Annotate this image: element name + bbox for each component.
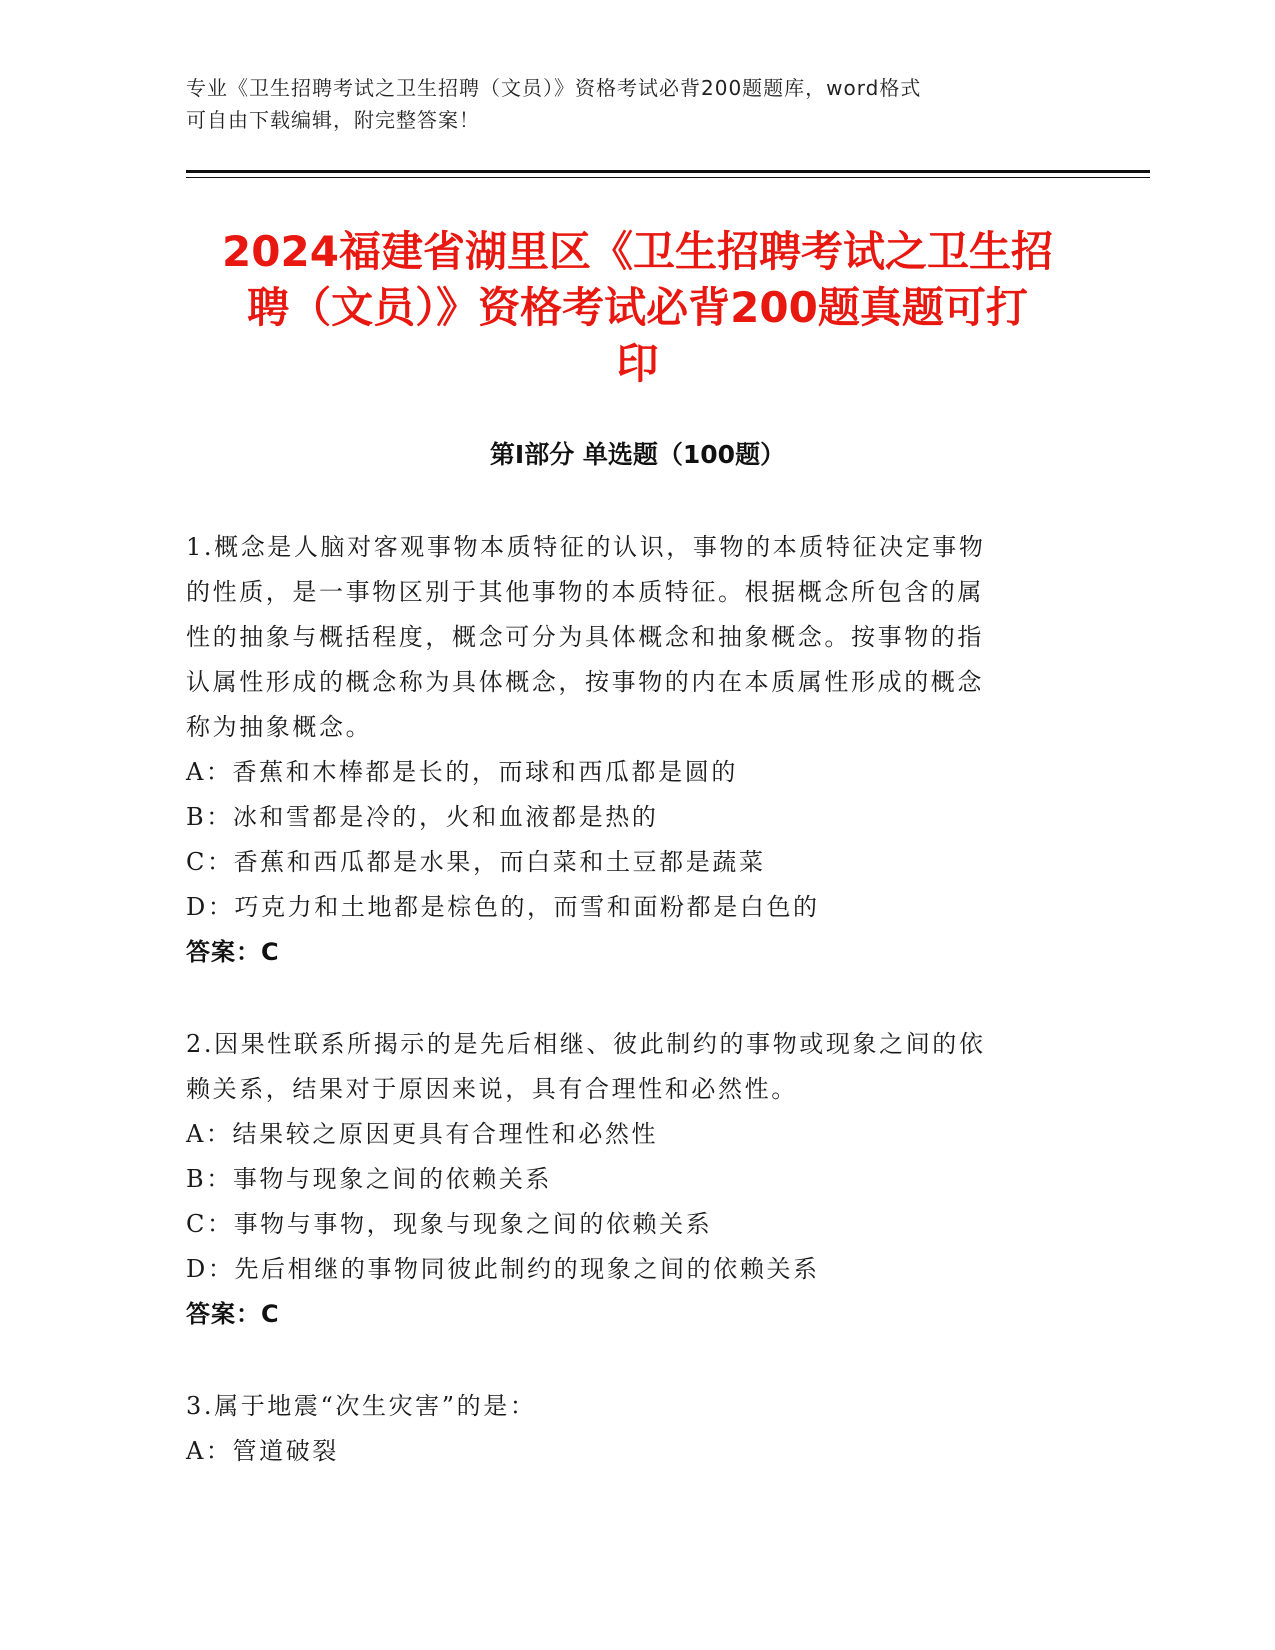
question-stem-line: 3.属于地震“次生灾害”的是： xyxy=(186,1392,537,1420)
question-2 xyxy=(186,1022,1066,1337)
question-stem-line: 称为抽象概念。 xyxy=(186,713,373,741)
question-stem-line: 认属性形成的概念称为具体概念，按事物的内在本质属性形成的概念 xyxy=(186,668,984,696)
option-a: A：管道破裂 xyxy=(186,1437,339,1465)
option-b: B：冰和雪都是冷的，火和血液都是热的 xyxy=(186,803,659,831)
option-c: C：事物与事物，现象与现象之间的依赖关系 xyxy=(186,1210,713,1238)
question-stem-line: 2.因果性联系所揭示的是先后相继、彼此制约的事物或现象之间的依 xyxy=(186,1030,986,1058)
question-stem xyxy=(186,1384,1066,1429)
document-title xyxy=(150,224,1125,392)
question-stem-line: 的性质，是一事物区别于其他事物的本质特征。根据概念所包含的属 xyxy=(186,578,984,606)
option-b: B：事物与现象之间的依赖关系 xyxy=(186,1165,553,1193)
option-d: D：巧克力和土地都是棕色的，而雪和面粉都是白色的 xyxy=(186,893,820,921)
question-stem-line: 1.概念是人脑对客观事物本质特征的认识，事物的本质特征决定事物 xyxy=(186,533,986,561)
question-list xyxy=(186,525,1066,1521)
option-a: A：结果较之原因更具有合理性和必然性 xyxy=(186,1120,659,1148)
answer: 答案：C xyxy=(186,938,280,966)
header-note xyxy=(186,72,1056,136)
option-c: C：香蕉和西瓜都是水果，而白菜和土豆都是蔬菜 xyxy=(186,848,766,876)
question-3 xyxy=(186,1384,1066,1474)
question-1 xyxy=(186,525,1066,975)
question-stem-line: 性的抽象与概括程度，概念可分为具体概念和抽象概念。按事物的指 xyxy=(186,623,984,651)
header-divider-thin xyxy=(186,177,1150,178)
section-heading: 第Ⅰ部分 单选题（100题） xyxy=(489,440,786,469)
option-d: D：先后相继的事物同彼此制约的现象之间的依赖关系 xyxy=(186,1255,820,1283)
header-note-line: 可自由下载编辑，附完整答案！ xyxy=(186,108,480,132)
question-stem xyxy=(186,525,1066,750)
header-divider-thick xyxy=(186,170,1150,173)
question-stem xyxy=(186,1022,1066,1112)
document-title-line: 2024福建省湖里区《卫生招聘考试之卫生招 xyxy=(222,227,1053,276)
header-note-line: 专业《卫生招聘考试之卫生招聘（文员）》资格考试必背200题题库，word格式 xyxy=(186,76,922,100)
document-title-line: 聘（文员）》资格考试必背200题真题可打 xyxy=(247,283,1028,332)
option-a: A：香蕉和木棒都是长的，而球和西瓜都是圆的 xyxy=(186,758,738,786)
question-stem-line: 赖关系，结果对于原因来说，具有合理性和必然性。 xyxy=(186,1075,798,1103)
document-title-line: 印 xyxy=(616,339,659,388)
answer: 答案：C xyxy=(186,1300,280,1328)
